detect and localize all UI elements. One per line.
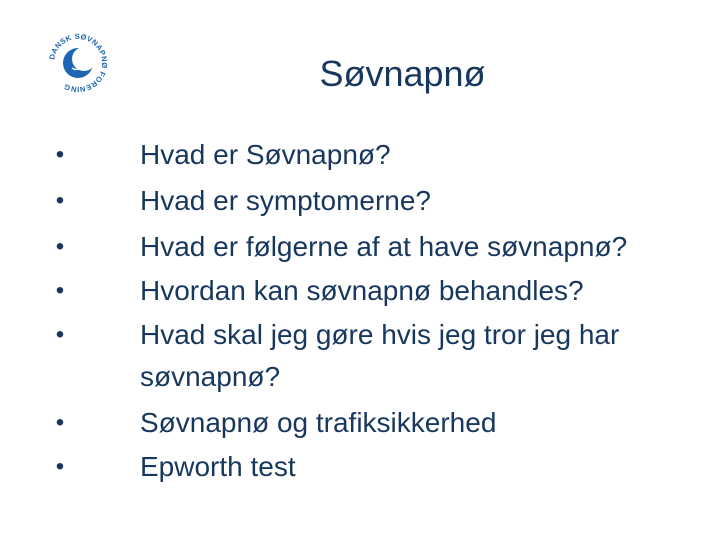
list-item-text-continued: søvnapnø? xyxy=(140,361,281,392)
bullet-marker: • xyxy=(55,233,65,260)
slide-title: Søvnapnø xyxy=(319,53,486,94)
bullet-marker: • xyxy=(55,453,65,480)
list-item-text: Søvnapnø og trafiksikkerhed xyxy=(140,407,497,438)
list-item-text: Hvordan kan søvnapnø behandles? xyxy=(140,275,584,306)
list-item-text: Epworth test xyxy=(140,451,296,482)
list-item-text: Hvad er følgerne af at have søvnapnø? xyxy=(140,231,628,262)
list-item-text: Hvad er Søvnapnø? xyxy=(140,139,391,170)
list-item-text: Hvad skal jeg gøre hvis jeg tror jeg har xyxy=(140,319,620,350)
bullet-marker: • xyxy=(55,277,65,304)
bullet-marker: • xyxy=(55,321,65,348)
bullet-marker: • xyxy=(55,187,65,214)
logo-ring-text: DANSK SØVNAPNØ FORENING xyxy=(47,31,110,95)
bullet-marker: • xyxy=(55,141,65,168)
bullet-marker: • xyxy=(55,409,65,436)
list-item-text: Hvad er symptomerne? xyxy=(140,185,432,216)
